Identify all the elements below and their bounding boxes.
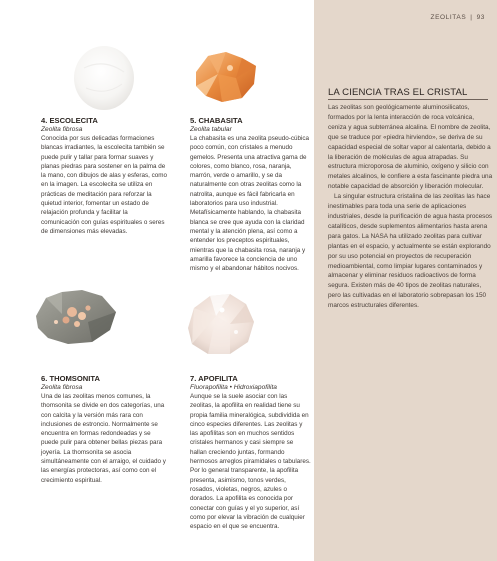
sidebar-panel: [314, 0, 497, 561]
sidebar-title: LA CIENCIA TRAS EL CRISTAL: [328, 87, 468, 98]
running-head-section: ZEOLITAS: [430, 14, 467, 21]
entry-thomsonita: [41, 374, 168, 485]
running-head-separator: |: [470, 14, 473, 21]
entry-subtitle: Fluorapofilita • Hidroxiapofilita: [190, 384, 277, 391]
chabasita-crystal-image: [190, 48, 262, 108]
entry-escolecita: [41, 116, 168, 236]
entry-subtitle: Zeolita tabular: [190, 126, 232, 133]
thomsonita-rock-image: [32, 286, 120, 348]
entry-body: Conocida por sus delicadas formaciones blancas irradiantes, la escolecita también se puede pulir y tallar para formar suaves y planas piedras para sostener en la palma de la mano, con dibujos de alas y esferas, como en la imagen. La escolecita se utiliza en prácticas de meditación para reforzar la quietud interior, fomentar un estado de relajación profunda y facilitar la comunicación con guías espirituales o seres de dimensiones más elevadas.: [41, 135, 168, 235]
entry-subtitle: Zeolita fibrosa: [41, 126, 83, 133]
page-number: 93: [476, 14, 485, 21]
entry-heading: 6. THOMSONITA: [41, 374, 100, 383]
entry-heading: 4. ESCOLECITA: [41, 116, 98, 125]
sidebar-paragraph: Las zeolitas son geológicamente aluminosilicatos, formados por la lenta interacción de roca volcánica, ceniza y agua subterránea alcalina. El nombre de zeolita, que se traduce por «piedra hirviendo», se deriva de su capacidad especial de soltar vapor al calentarla, debido a la liberación de moléculas de agua atrapadas. Su estructura microporosa de aluminio, oxígeno y silicio con metales alcalinos, le confiere a esta fascinante piedra una notable capacidad de absorción y liberación molecular.: [328, 104, 493, 191]
running-head: [431, 14, 485, 21]
entry-subtitle: Zeolita fibrosa: [41, 384, 83, 391]
entry-heading: 5. CHABASITA: [190, 116, 243, 125]
sidebar-rule: [328, 99, 488, 100]
entry-body: La chabasita es una zeolita pseudo-cúbica poco común, con cristales a menudo gemelos. Presenta una atractiva gama de colores, como blanco, rosa, naranja, marrón, verde o amarillo, y se da naturalmente con otras zeolitas como la natrolita, aunque es fácil fabricarla en laboratorios para uso industrial. Metafísicamente hablando, la chabasita blanca se cree que ayuda con la claridad mental y la atención plena, así como a entender los preceptos espirituales, mientras que la chabasita rosa, naranja y amarilla favorece la conciencia de uno mismo y el abandonar hábitos nocivos.: [190, 135, 310, 273]
entry-body: Una de las zeolitas menos comunes, la thomsonita se divide en dos categorías, una con calcita y la versión más rara con inclusiones de estroncio. Normalmente se encuentra en formas redondeadas y se puede pulir para obtener bellas piezas para joyería. La thomsonita se asocia simultáneamente con el arraigo, el cuidado y las energías protectoras, así como con el crecimiento espiritual.: [41, 393, 166, 484]
sidebar-body: [328, 103, 493, 311]
entry-heading: 7. APOFILITA: [190, 374, 238, 383]
entry-chabasita: [190, 116, 311, 273]
sidebar-paragraph: La singular estructura cristalina de las zeolitas las hace inestimables para toda una serie de aplicaciones industriales, desde la purificación de agua hasta procesos catalíticos, desde suplementos alimentarios hasta arena para gatos. La NASA ha utilizado zeolitas para cultivar plantas en el espacio, y actualmente se están explorando por su uso potencial en proyectos de recuperación medioambiental, como limpiar lugares contaminados y almacenar y eliminar residuos radioactivos de forma segura. Existen más de 40 tipos de zeolitas naturales, pero las cultivadas en el laboratorio sobrepasan los 150 marcos estructurales diferentes.: [328, 193, 493, 310]
entry-body: Aunque se la suele asociar con las zeolitas, la apofilita en realidad tiene su propia familia mineralógica, subdividida en cinco especies diferentes. Las zeolitas y las apofilitas son en muchos sentidos cristales hermanos y casi siempre se hallan creciendo juntas, formando hermosos arreglos piramidales o tabulares. Por lo general transparente, la apofilita presenta, asimismo, tonos verdes, rosados, violetas, negros, azules o dorados. La apofilita es conocida por conectar con guías y el yo superior, así como por elevar la vibración de cualquier espacio en el que se encuentra.: [190, 393, 311, 531]
escolecita-stone-image: [64, 38, 144, 116]
apofilita-cluster-image: [180, 288, 260, 360]
entry-apofilita: [190, 374, 311, 531]
